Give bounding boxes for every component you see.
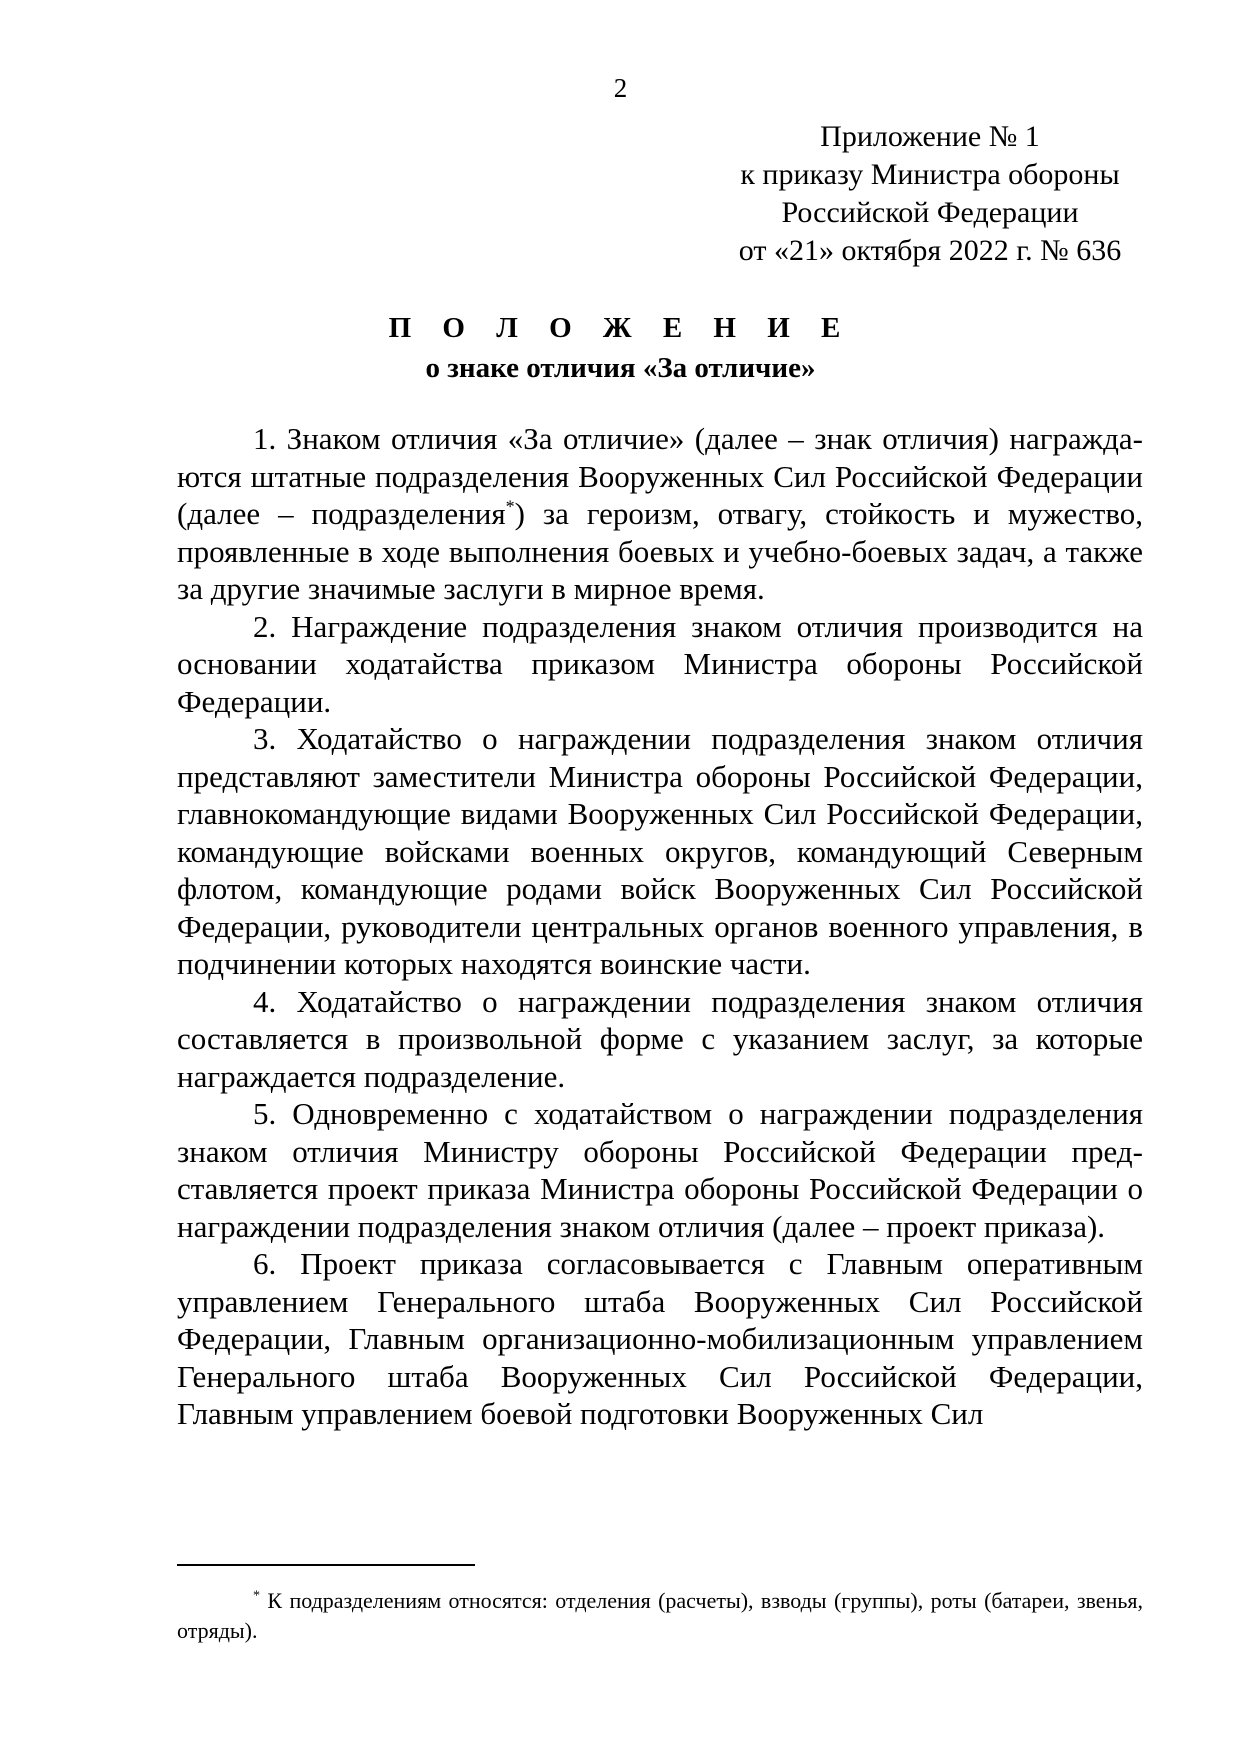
paragraph-6: 6. Проект приказа согласовывается с Главным оперативным управлением Генерального штаба Вооруженных Сил Российской Федерации, Главным организационно-мобилизационным управлением Генерального штаба Вооруженных Сил Российской Федерации, Главным управлением боевой подготовки Вооруженных Сил [177, 1246, 1143, 1431]
appendix-line: к приказу Министра обороны [740, 158, 1120, 191]
appendix-line: от «21» октября 2022 г. № 636 [738, 234, 1122, 267]
appendix-line: Приложение № 1 [820, 120, 1040, 153]
document-body [177, 420, 1143, 1433]
footnote-separator [177, 1564, 475, 1566]
page-number: 2 [613, 73, 628, 103]
document-subtitle: о знаке отличия «За отличие» [425, 352, 816, 384]
appendix-line: Российской Федерации [781, 196, 1079, 229]
document-title: П О Л О Ж Е Н И Е [388, 312, 853, 344]
appendix-header [680, 118, 1180, 270]
paragraph-5: 5. Одновременно с ходатайством о награждении подразделения знаком отличия Министру обороны Российской Федерации представляется проект приказа Министра обороны Российской Федерации о награждении подразделения знаком отличия (далее – проект приказа). [177, 1096, 1143, 1244]
paragraph-1-text-start: 1. Знаком отличия «За отличие» (далее – знак отличия) награждаются штатные подразделения Вооруженных Сил Российской Федерации (далее – подразделения [177, 421, 1143, 531]
footnote-text: К подразделениям относятся: отделения (расчеты), взводы (группы), роты (батареи, звенья, отряды). [177, 1588, 1143, 1643]
footnote [177, 1586, 1143, 1646]
paragraph-1 [177, 420, 1143, 608]
footnote-mark: * [253, 1588, 260, 1604]
paragraph-2: 2. Награждение подразделения знаком отличия производится на основании ходатайства приказом Министра обороны Российской Федерации. [177, 608, 1143, 719]
paragraph-3: 3. Ходатайство о награждении подразделения знаком отличия представляют заместители Министра обороны Российской Федерации, главнокомандующие видами Вооруженных Сил Российской Федерации, командующие войсками военных округов, командующий Северным флотом, командующие родами войск Вооруженных Сил Российской Федерации, руководители центральных органов военного управления, в подчинении которых находятся воинские части. [177, 721, 1143, 981]
footnote-reference: * [505, 496, 515, 517]
paragraph-1-text-end: ) за героизм, отвагу, стойкость и мужество, проявленные в ходе выполнения боевых и учебно-боевых задач, а также за другие значимые заслуги в мирное время. [177, 496, 1143, 606]
paragraph-4: 4. Ходатайство о награждении подразделения знаком отличия составляется в произвольной форме с указанием заслуг, за которые награждается подразделение. [177, 983, 1143, 1094]
